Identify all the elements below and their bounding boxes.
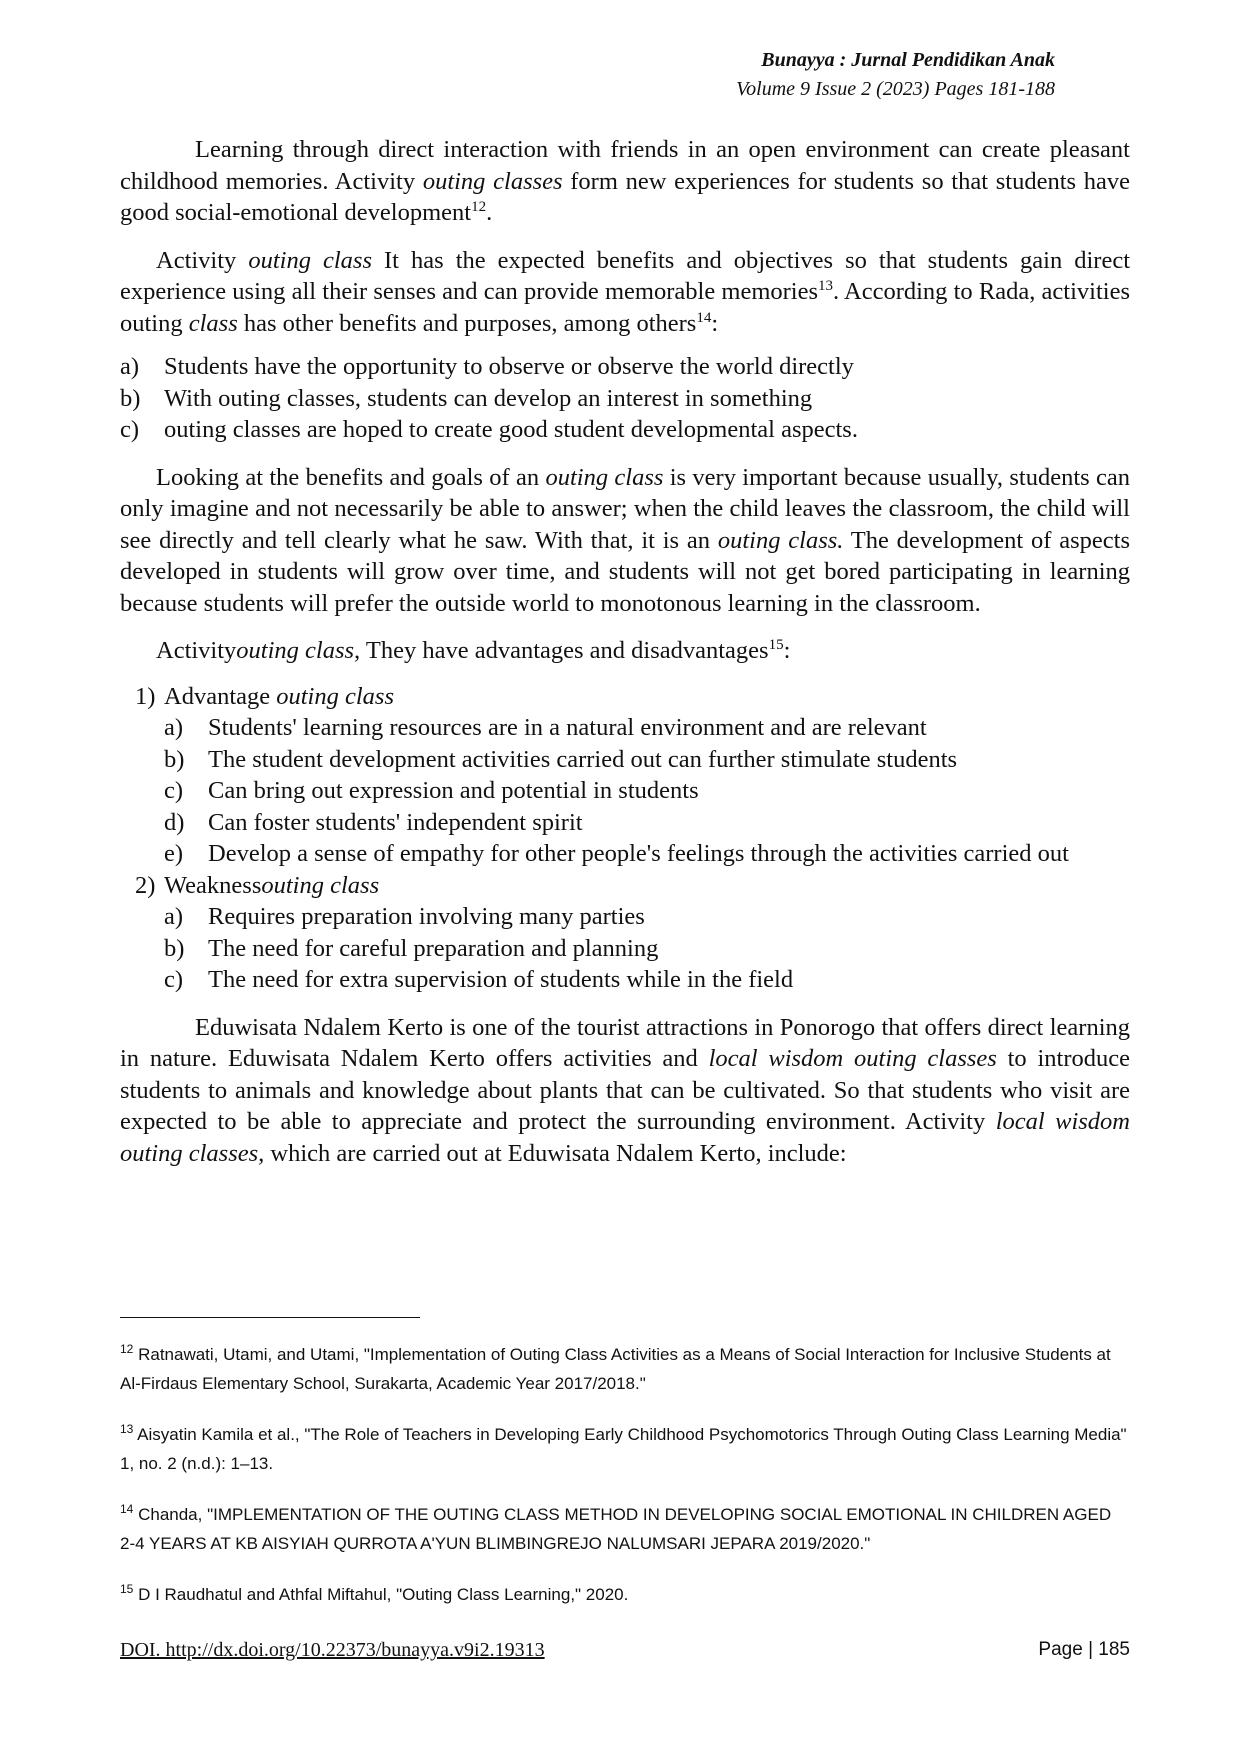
italic-term: outing class: [248, 246, 372, 274]
body-text: [120, 134, 1130, 1169]
list-item: [164, 901, 1130, 933]
italic-term: outing classes: [422, 167, 563, 195]
list-marker: a): [120, 353, 140, 380]
list-item: [164, 744, 1130, 776]
list-item: [164, 712, 1130, 744]
page-footer: [120, 1639, 1130, 1669]
footnotes: [120, 1340, 1130, 1631]
page-number: Page | 185: [1038, 1639, 1130, 1660]
italic-term: local wisdom outing classes: [708, 1045, 997, 1072]
text: :: [783, 637, 791, 664]
doi-link[interactable]: DOI. http://dx.doi.org/10.22373/bunayya.v9i2.19313: [120, 1639, 545, 1661]
footnote-ref[interactable]: 15: [768, 637, 784, 653]
footnote-number: 13: [120, 1422, 134, 1436]
list-item-text: With outing classes, students can develop an interest in something: [164, 384, 813, 412]
list-item-text: Students' learning resources are in a natural environment and are relevant: [208, 714, 927, 741]
text: Activity: [156, 246, 249, 274]
italic-term: outing class: [261, 871, 380, 899]
footnote-ref[interactable]: 13: [818, 278, 834, 294]
list-label: Weakness: [164, 871, 262, 899]
list-item-text: Develop a sense of empathy for other people's feelings through the activities carried out: [208, 840, 1069, 867]
list-item-text: The need for careful preparation and planning: [208, 934, 659, 962]
list-marker: b): [164, 745, 185, 773]
italic-term: class: [188, 309, 238, 337]
list-marker: c): [164, 966, 184, 993]
list-label: Advantage: [164, 682, 277, 710]
list-item: [164, 838, 1130, 870]
list-item: [164, 775, 1130, 807]
footnote-text: Chanda, "IMPLEMENTATION OF THE OUTING CLASS METHOD IN DEVELOPING SOCIAL EMOTIONAL IN CHILDREN AGED 2-4 YEARS AT KB AISYIAH QURROTA A'YUN BLIMBINGREJO NALUMSARI JEPARA 2019/2020.": [120, 1505, 1112, 1553]
paragraph-1: [120, 134, 1130, 229]
footnote-ref[interactable]: 12: [471, 199, 487, 215]
list-item-text: The need for extra supervision of students while in the field: [208, 966, 794, 993]
footnote: [120, 1420, 1130, 1478]
paragraph-5: [120, 1012, 1130, 1170]
footnote-ref[interactable]: 14: [696, 309, 712, 326]
footnote-divider: [120, 1317, 420, 1318]
footnote: [120, 1340, 1130, 1398]
text: It has the expected benefits and objectives so that students gain direct experience using all their senses and can provide memorable memories: [120, 246, 1130, 305]
list-marker: b): [120, 384, 141, 412]
list-marker: 1): [135, 682, 156, 710]
weakness-sub-list: [164, 901, 1130, 996]
paragraph-4: [120, 635, 1130, 667]
list-item-text: The student development activities carried out can further stimulate students: [208, 745, 958, 773]
list-marker: e): [164, 840, 184, 867]
list-item: [120, 383, 1130, 415]
text: Activity: [156, 637, 237, 664]
text: . According to Rada, activities outing: [120, 278, 1130, 337]
list-item: [164, 807, 1130, 839]
list-item: [164, 964, 1130, 996]
list-marker: c): [120, 416, 140, 443]
journal-header: [736, 46, 1055, 104]
text: Learning through direct interaction with friends in an open environment can create pleasant childhood memories. Activity: [120, 136, 1130, 195]
text: form new experiences for students so that students have good social-emotional development: [120, 167, 1131, 226]
italic-term: outing class: [545, 463, 664, 491]
text: They have advantages and disadvantages: [360, 637, 769, 664]
advantage-sub-list: [164, 712, 1130, 870]
text: :: [711, 309, 719, 337]
list-marker: c): [164, 777, 184, 804]
list-marker: a): [164, 714, 184, 741]
advantages-weaknesses-list: [120, 681, 1130, 996]
text: is very important because usually, students can only imagine and not necessarily be able to answer; when the child leaves the classroom, the child will see directly and tell clearly what he saw. With that, it is an: [120, 463, 1130, 554]
paragraph-2: [120, 245, 1130, 340]
list-item-text: Requires preparation involving many parties: [208, 903, 645, 930]
list-marker: d): [164, 808, 185, 836]
footnote: [120, 1500, 1130, 1558]
footnote-text: Ratnawati, Utami, and Utami, "Implementation of Outing Class Activities as a Means of Social Interaction for Inclusive Students at Al-Firdaus Elementary School, Surakarta, Academic Year 2017/2018.": [120, 1345, 1111, 1393]
list-item: [120, 414, 1130, 446]
footnote: [120, 1580, 1130, 1609]
footnote-text: Aisyatin Kamila et al., "The Role of Teachers in Developing Early Childhood Psychomotorics Through Outing Class Learning Media" 1, no. 2 (n.d.): 1–13.: [120, 1425, 1127, 1473]
text: to introduce students to animals and knowledge about plants that can be cultivated. So that students who visit are expected to be able to appreciate and protect the surrounding environment. Activity: [120, 1045, 1130, 1135]
list-item-text: Students have the opportunity to observe or observe the world directly: [164, 353, 854, 380]
list-item: [120, 351, 1130, 383]
text: Eduwisata Ndalem Kerto is one of the tourist attractions in Ponorogo that offers direct learning in nature. Eduwisata Ndalem Kerto offers activities and: [120, 1013, 1130, 1072]
footnote-number: 12: [120, 1342, 134, 1356]
list-item-text: Can bring out expression and potential in students: [208, 777, 699, 804]
list-item-weakness: [120, 870, 1130, 996]
paragraph-3: [120, 462, 1130, 620]
footnote-number: 15: [120, 1582, 134, 1596]
text: Looking at the benefits and goals of an: [156, 463, 546, 491]
journal-title: Bunayya : Jurnal Pendidikan Anak: [761, 49, 1055, 71]
text: The development of aspects developed in students will grow over time, and students will not get bored participating in learning because students will prefer the outside world to monotonous learning in the classroom.: [120, 526, 1130, 617]
italic-term: local wisdom outing classes,: [120, 1108, 1130, 1167]
list-item-advantage: [120, 681, 1130, 870]
list-marker: a): [164, 903, 184, 930]
italic-term: outing class.: [717, 526, 844, 554]
list-item: [164, 933, 1130, 965]
text: .: [486, 199, 493, 226]
italic-term: outing class,: [236, 637, 361, 664]
footnote-text: D I Raudhatul and Athfal Miftahul, "Outing Class Learning," 2020.: [133, 1585, 629, 1604]
list-item-text: outing classes are hoped to create good student developmental aspects.: [164, 416, 858, 443]
text: has other benefits and purposes, among others: [237, 309, 697, 337]
list-marker: 2): [135, 871, 156, 899]
footnote-number: 14: [120, 1502, 134, 1516]
list-marker: b): [164, 934, 185, 962]
journal-volume: Volume 9 Issue 2 (2023) Pages 181-188: [736, 78, 1055, 100]
benefits-list: [120, 351, 1130, 446]
text: which are carried out at Eduwisata Ndalem Kerto, include:: [264, 1139, 847, 1167]
list-item-text: Can foster students' independent spirit: [208, 808, 583, 836]
italic-term: outing class: [276, 682, 394, 710]
